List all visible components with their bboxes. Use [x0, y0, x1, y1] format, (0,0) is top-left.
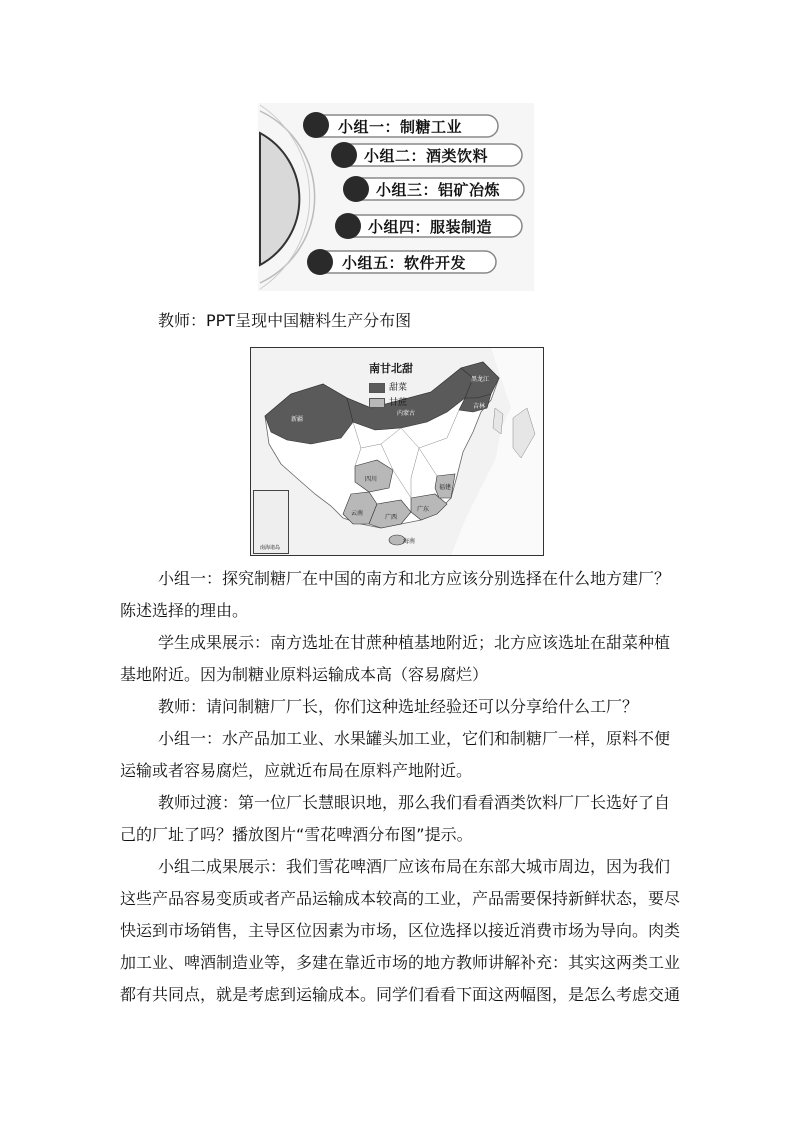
region-fujian: 福建	[439, 484, 452, 491]
region-xinjiang: 新疆	[291, 416, 304, 423]
paragraph-1: 小组一：探究制糖厂在中国的南方和北方应该分别选择在什么地方建厂？陈述选择的理由。	[120, 569, 671, 620]
region-sichuan: 四川	[365, 476, 378, 483]
groups-diagram	[258, 103, 534, 291]
paragraph-2: 学生成果展示：南方选址在甘蔗种植基地附近；北方应该选址在甜菜种植基地附近。因为制糖业原料运输成本高（容易腐烂）	[120, 633, 671, 684]
map-caption: 教师：PPT呈现中国糖料生产分布图	[158, 311, 412, 330]
group-label-4: 小组四：服装制造	[368, 218, 493, 236]
paragraph-6: 小组二成果展示：我们雪花啤酒厂应该布局在东部大城市周边，因为我们这些产品容易变质或者产品运输成本较高的工业，产品需要保持新鲜状态，要尽快运到市场销售，主导区位因素为市场，区位选择以接近消费市场为导向。肉类加工业、啤酒制造业等，多建在靠近市场的地方教师讲解补充：其实这两类工业都有共同点，就是考虑到运输成本。同学们看看下面这两幅图，是怎么考虑交通	[120, 857, 681, 1004]
legend-label-cane: 甘蔗	[389, 398, 408, 408]
group-label-3: 小组三：铝矿冶炼	[376, 181, 501, 199]
legend-beet	[369, 380, 407, 393]
region-guangdong: 广东	[417, 506, 430, 513]
legend-cane	[369, 395, 407, 408]
group-label-2: 小组二：酒类饮料	[364, 147, 489, 165]
inset-label: 南海诸岛	[260, 545, 281, 551]
paragraph-5: 教师过渡：第一位厂长慧眼识地，那么我们看看酒类饮料厂厂长选好了自己的厂址了吗？播放图片“雪花啤酒分布图”提示。	[120, 793, 671, 844]
south-china-sea-inset	[253, 490, 289, 554]
region-inner-mongolia: 内蒙古	[397, 410, 416, 417]
region-hainan: 海南	[403, 538, 416, 545]
legend-swatch-beet	[369, 383, 385, 393]
paragraph-4: 小组一：水产品加工业、水果罐头加工业，它们和制糖厂一样，原料不便运输或者容易腐烂，应就近布局在原料产地附近。	[120, 729, 671, 780]
legend-swatch-cane	[369, 398, 385, 408]
paragraph-3: 教师：请问制糖厂厂长，你们这种选址经验还可以分享给什么工厂？	[158, 697, 639, 716]
region-yunnan: 云南	[351, 510, 364, 517]
region-guangxi: 广西	[385, 514, 398, 521]
sugar-production-map	[250, 347, 544, 556]
map-title: 南甘北甜	[369, 362, 413, 375]
region-jilin: 吉林	[473, 403, 486, 410]
group-label-1: 小组一：制糖工业	[338, 118, 463, 136]
region-heilongjiang: 黑龙江	[471, 376, 490, 383]
group-label-5: 小组五：软件开发	[342, 254, 467, 272]
legend-label-beet: 甜菜	[389, 383, 408, 393]
